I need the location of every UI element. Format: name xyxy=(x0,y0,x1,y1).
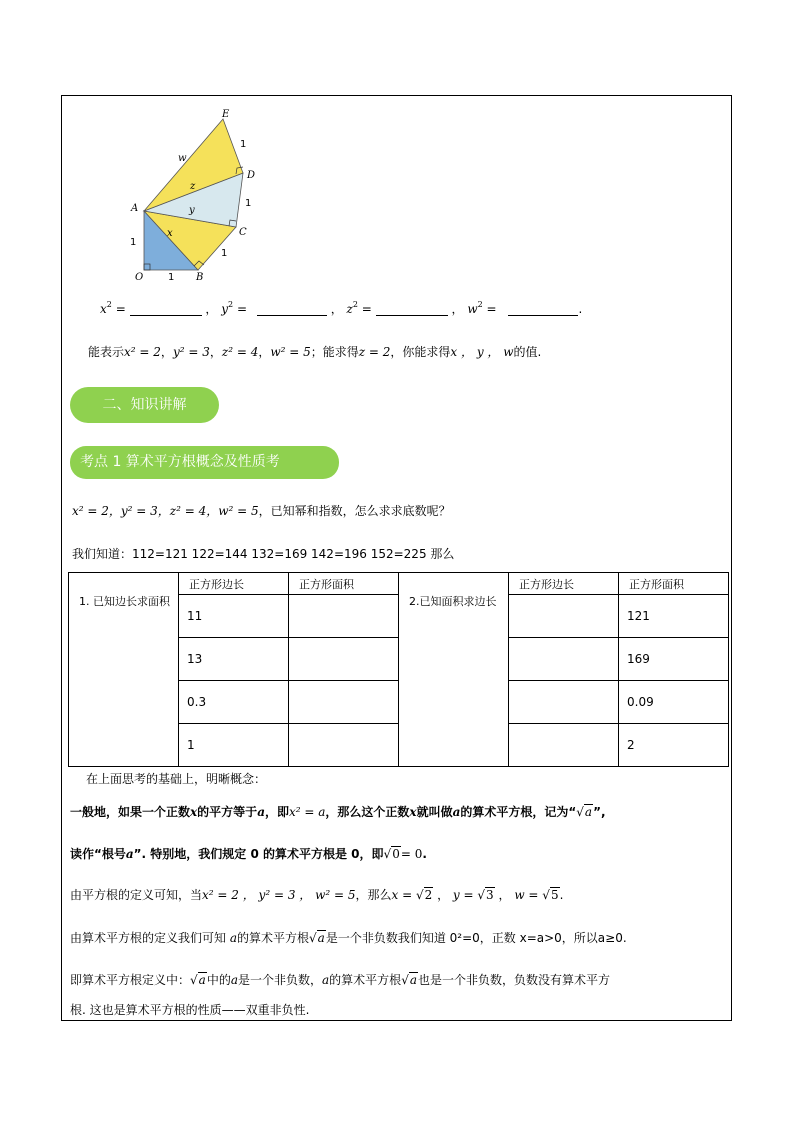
property-line-2: 根. 这也是算术平方根的性质——双重非负性. xyxy=(70,1003,310,1017)
var-a: a xyxy=(229,931,237,945)
segment-w-label: w xyxy=(178,153,187,164)
table-cell-blank[interactable] xyxy=(509,724,619,767)
expr-y2: y² = 3 xyxy=(172,345,210,359)
known-squares-line: 我们知道：112=121 122=144 132=169 142=196 152=225 那么 xyxy=(72,547,455,561)
table-cell: 0.09 xyxy=(619,681,729,724)
fill-in-line xyxy=(100,300,582,317)
table-cell: 2 xyxy=(619,724,729,767)
text: 由平方根的定义可知，当 xyxy=(70,888,203,902)
text: 的值. xyxy=(513,345,542,359)
property-line-1 xyxy=(70,971,610,988)
expr-w2: w² = 5 xyxy=(270,345,311,359)
expr-x2: x² = 2 xyxy=(124,345,161,359)
text: 中的 xyxy=(206,973,231,987)
table-cell: 11 xyxy=(179,595,289,638)
text: a≥0. xyxy=(597,931,627,945)
text: ”, xyxy=(593,805,606,819)
z-squared: $z^2$ xyxy=(346,300,358,316)
point-b-label: B xyxy=(196,272,204,283)
var-x: x xyxy=(190,805,198,819)
x-squared: $x^2$ xyxy=(100,300,112,316)
text: ，那么 xyxy=(355,888,392,902)
table-cell: 169 xyxy=(619,638,729,681)
definition-line-2 xyxy=(70,845,427,862)
var-a: a xyxy=(230,973,238,987)
comma: ， xyxy=(330,302,343,316)
text: ，那么这个正数 xyxy=(325,805,410,819)
sqrt-a: √a xyxy=(190,973,206,987)
segment-ed-label: 1 xyxy=(240,139,247,150)
left-table-label: 1. 已知边长求面积 xyxy=(69,573,179,767)
question-text: ，已知幂和指数，怎么求求底数呢？ xyxy=(258,504,451,518)
section-heading-pill: 二、知识讲解 xyxy=(70,387,219,423)
arithmetic-definition-line xyxy=(70,929,627,946)
text: 即算术平方根定义中： xyxy=(70,973,191,987)
var-a: a xyxy=(125,847,134,861)
text: 的平方等于 xyxy=(197,805,258,819)
equals: = xyxy=(115,302,126,316)
segment-ob-label: 1 xyxy=(168,272,175,283)
equals: = xyxy=(236,302,248,316)
question-exprs: x² = 2，y² = 3，z² = 4，w² = 5 xyxy=(72,504,259,518)
sqrt-a: √a xyxy=(309,931,325,945)
sqrt-2: √2 xyxy=(415,888,433,902)
y-squared: $y^2$ xyxy=(221,300,234,316)
table-cell-blank[interactable] xyxy=(289,681,399,724)
definition-line-1 xyxy=(70,803,606,820)
text: 是一个非负数我们知道 0²=0，正数 x=a>0，所以 xyxy=(325,931,598,945)
segment-z-label: z xyxy=(190,181,196,192)
expr-z2: z² = 4 xyxy=(221,345,259,359)
point-a-label: A xyxy=(131,203,139,214)
col-header-side: 正方形边长 xyxy=(179,573,289,595)
spiral-right-triangle-figure xyxy=(118,105,278,285)
text: 读作“根号 xyxy=(70,847,126,861)
expr-x2-eq-a: x² = a xyxy=(288,805,326,819)
can-represent-line: 能表示x² = 2，y² = 3，z² = 4，w² = 5；能求得z = 2，你能求得x ， y ， w的值. xyxy=(88,345,542,359)
topic-heading-pill: 考点 1 算术平方根概念及性质考 xyxy=(70,446,339,479)
text: 的算术平方根，记为“ xyxy=(460,805,577,819)
text: ；能求得 xyxy=(310,345,359,359)
equals: = xyxy=(486,302,497,316)
table-cell: 0.3 xyxy=(179,681,289,724)
point-d-label: D xyxy=(247,170,256,181)
segment-cb-label: 1 xyxy=(221,248,228,259)
table-cell: 121 xyxy=(619,595,729,638)
var-x: x xyxy=(409,805,417,819)
expr-y: y = xyxy=(452,888,474,902)
expr-x: x = xyxy=(391,888,413,902)
table-cell-blank[interactable] xyxy=(289,638,399,681)
text: ，即 xyxy=(264,805,289,819)
table-cell-blank[interactable] xyxy=(509,595,619,638)
col-header-side: 正方形边长 xyxy=(509,573,619,595)
point-o-label: O xyxy=(135,272,144,283)
expr-z: z = 2 xyxy=(358,345,391,359)
var-a: a xyxy=(322,973,330,987)
table-cell: 13 xyxy=(179,638,289,681)
col-header-area: 正方形面积 xyxy=(619,573,729,595)
sqrt-3: √3 xyxy=(477,888,494,902)
sqrt-a: √a xyxy=(401,973,417,987)
text: 的算术平方根 xyxy=(329,973,402,987)
table-cell-blank[interactable] xyxy=(509,681,619,724)
text: 也是一个非负数，负数没有算术平方 xyxy=(418,973,611,987)
w-squared: $w^2$ xyxy=(467,300,483,316)
text: 能表示 xyxy=(88,345,125,359)
var-a: a xyxy=(257,805,265,819)
text: 就叫做 xyxy=(416,805,453,819)
expr-eq-0: = 0 xyxy=(400,847,423,861)
sqrt-a: √a xyxy=(576,805,593,819)
comma: ， xyxy=(205,302,218,316)
text: 由算术平方根的定义我们可知 xyxy=(70,931,227,945)
table-cell: 1 xyxy=(179,724,289,767)
sqrt-5: √5 xyxy=(542,888,559,902)
equals: = xyxy=(361,302,372,316)
text: 的算术平方根 xyxy=(237,931,310,945)
text: ，你能求得 xyxy=(390,345,451,359)
segment-dc-label: 1 xyxy=(245,198,252,209)
table-cell-blank[interactable] xyxy=(289,724,399,767)
right-table-label: 2.已知面积求边长 xyxy=(399,573,509,767)
text: ”. 特别地，我们规定 0 的算术平方根是 0，即 xyxy=(133,847,384,861)
text: . xyxy=(422,847,427,861)
square-side-area-table xyxy=(68,572,729,767)
col-header-area: 正方形面积 xyxy=(289,573,399,595)
point-c-label: C xyxy=(239,227,247,238)
intro-paragraph: 在上面思考的基础上，明晰概念： xyxy=(86,772,267,786)
segment-ao-label: 1 xyxy=(130,237,137,248)
comma: ， xyxy=(451,302,464,316)
sqrt-0: √0 xyxy=(383,847,400,861)
table-cell-blank[interactable] xyxy=(509,638,619,681)
table-cell-blank[interactable] xyxy=(289,595,399,638)
period: . xyxy=(578,302,583,316)
from-definition-line: 由平方根的定义可知，当x² = 2 ， y² = 3 ， w² = 5，那么x = √2 ， y = √3 ， w = √5. xyxy=(70,888,564,902)
segment-x-label: x xyxy=(167,228,173,239)
question-line xyxy=(72,502,451,519)
blank-y2[interactable] xyxy=(257,303,327,316)
vars-xyw: x ， y ， w xyxy=(450,345,514,359)
text: 是一个非负数， xyxy=(238,973,323,987)
text: 一般地，如果一个正数 xyxy=(70,805,191,819)
exprs: x² = 2 ， y² = 3 ， w² = 5 xyxy=(202,888,356,902)
blank-w2[interactable] xyxy=(508,303,578,316)
blank-x2[interactable] xyxy=(130,303,202,316)
point-e-label: E xyxy=(222,109,230,120)
expr-w: w = xyxy=(514,888,539,902)
blank-z2[interactable] xyxy=(376,303,448,316)
var-a: a xyxy=(452,805,461,819)
segment-y-label: y xyxy=(189,205,195,216)
